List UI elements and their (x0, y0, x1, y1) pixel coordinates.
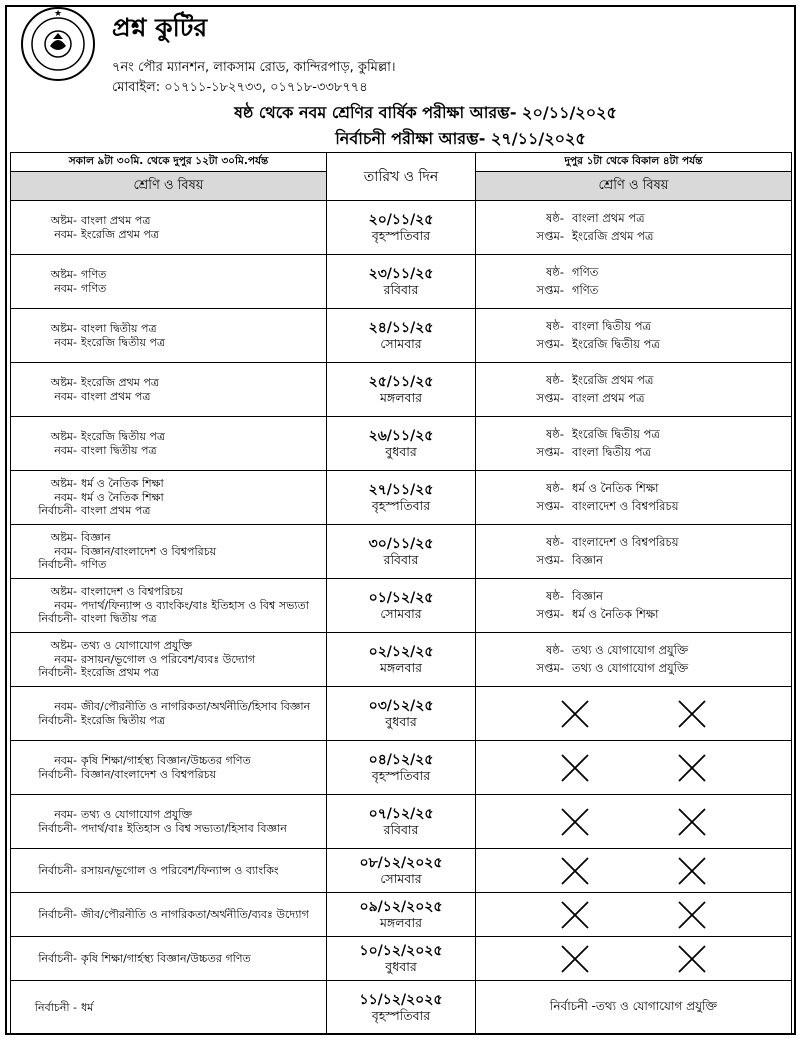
subject-line (476, 552, 791, 569)
exam-day: রবিবার (383, 552, 419, 568)
subject-name: বাংলা প্রথম পত্র (81, 213, 151, 227)
subject-line (15, 599, 326, 613)
subject-name: ধর্ম ও নৈতিক শিক্ষা (81, 490, 164, 504)
class-label: অষ্টম- (50, 321, 77, 335)
cross-mark-icon (677, 699, 707, 729)
date-day-cell (327, 201, 476, 255)
subject-name: বাংলা প্রথম পত্র (572, 390, 645, 405)
cross-mark-icon (677, 944, 707, 974)
exam-day: সোমবার (380, 871, 422, 887)
exam-day: সোমবার (380, 336, 422, 352)
afternoon-subjects-cell (476, 579, 792, 633)
class-label: সপ্তম- (536, 228, 564, 243)
subject-name: বাংলা দ্বিতীয় পত্র (81, 443, 157, 457)
subject-name: জীব/পৌরনীতি ও নাগরিকতা/অর্থনীতি/ব্যবঃ উদ্যোগ (81, 907, 309, 921)
class-label: নির্বাচনী- (38, 713, 77, 727)
exam-day: মঙ্গলবার (379, 660, 422, 676)
morning-subjects-cell (11, 309, 327, 363)
cross-mark-icon (560, 900, 590, 930)
morning-subjects-cell (11, 741, 327, 795)
morning-subjects-cell (11, 849, 327, 893)
class-label: অষ্টম- (50, 530, 77, 544)
exam-date: ২৩/১১/২৫ (368, 265, 434, 282)
afternoon-no-exam-cell (476, 687, 792, 741)
subject-name: গণিত (81, 558, 107, 572)
exam-date: ২০/১১/২৫ (368, 211, 434, 228)
subject-name: বাংলা প্রথম পত্র (81, 504, 151, 518)
subject-line (15, 908, 326, 922)
afternoon-time-header: দুপুর ১টা থেকে বিকাল ৪টা পর্যন্ত (476, 153, 792, 172)
institution-address: ৭নং পৌর ম্যানশন, লাকসাম রোড, কান্দিরপাড়, কুমিল্লা। (112, 60, 396, 75)
morning-subjects-cell (11, 201, 327, 255)
no-exam-marks (476, 699, 791, 729)
subject-line (15, 282, 326, 296)
subject-name: বিজ্ঞান/বাংলাদেশ ও বিশ্বপরিচয় (81, 767, 217, 781)
class-label: অষ্টম- (50, 429, 77, 443)
routine-row (11, 849, 792, 893)
class-label: নির্বাচনী- (38, 558, 77, 572)
subject-line (15, 477, 326, 491)
subject-name: ইংরেজি দ্বিতীয় পত্র (81, 335, 166, 349)
morning-subjects-cell (11, 633, 327, 687)
class-label: ষষ্ঠ- (546, 589, 564, 604)
subject-line (15, 214, 326, 228)
class-label: ষষ্ঠ- (546, 535, 564, 550)
routine-row (11, 981, 792, 1035)
date-day-cell (327, 363, 476, 417)
subject-line (15, 714, 326, 728)
cross-mark-icon (560, 856, 590, 886)
class-label: নবম- (54, 753, 77, 767)
class-label: অষ্টম- (50, 584, 77, 598)
exam-day: বুধবার (385, 959, 417, 975)
class-label: নবম- (54, 544, 77, 558)
exam-day: বৃহস্পতিবার (371, 228, 431, 244)
afternoon-no-exam-cell (476, 937, 792, 981)
exam-date: ১০/১২/২০২৫ (359, 942, 443, 959)
class-label: নির্বাচনী - (34, 1000, 77, 1014)
class-label: নবম- (54, 335, 77, 349)
subject-name: বিজ্ঞান/বাংলাদেশ ও বিশ্বপরিচয় (81, 544, 217, 558)
afternoon-subjects-cell (476, 417, 792, 471)
exam-date: ০১/১২/২৫ (368, 589, 434, 606)
subject-name: ধর্ম ও নৈতিক শিক্ষা (572, 481, 659, 496)
subject-line (15, 653, 326, 667)
date-day-cell (327, 471, 476, 525)
routine-row (11, 579, 792, 633)
subject-line (15, 666, 326, 680)
subject-name: বাংলাদেশ ও বিশ্বপরিচয় (572, 498, 679, 513)
subject-line (476, 588, 791, 605)
class-label: সপ্তম- (536, 336, 564, 351)
date-day-cell (327, 741, 476, 795)
subject-line (476, 372, 791, 389)
date-day-cell (327, 633, 476, 687)
cross-mark-icon (560, 944, 590, 974)
subject-line (15, 491, 326, 505)
class-label: ষষ্ঠ- (546, 427, 564, 442)
class-label: নবম- (54, 807, 77, 821)
cross-mark-icon (560, 753, 590, 783)
class-label: নির্বাচনী- (38, 504, 77, 518)
exam-day: বুধবার (385, 444, 417, 460)
subject-name: রসায়ন/ভূগোল ও পরিবেশ/ফিন্যান্স ও ব্যাংকিং (81, 863, 279, 877)
afternoon-subjects-cell (476, 255, 792, 309)
routine-row (11, 795, 792, 849)
exam-day: রবিবার (383, 822, 419, 838)
class-label: নবম- (54, 652, 77, 666)
subject-name: ইংরেজি প্রথম পত্র (81, 227, 159, 241)
morning-subjects-cell (11, 471, 327, 525)
morning-time-header: সকাল ৯টা ৩০মি. থেকে দুপুর ১২টা ৩০মি.পর্যন্ত (11, 153, 327, 172)
subject-name: বাংলা প্রথম পত্র (81, 389, 151, 403)
subject-line (476, 660, 791, 677)
left-class-subject-header: শ্রেণি ও বিষয় (11, 172, 327, 201)
morning-subjects-cell (11, 255, 327, 309)
subject-line (15, 952, 326, 966)
class-label: নবম- (54, 389, 77, 403)
class-label: সপ্তম- (536, 660, 564, 675)
subject-name: বিজ্ঞান (572, 552, 603, 567)
class-label: ষষ্ঠ- (546, 211, 564, 226)
subject-line (15, 864, 326, 878)
subject-name: কৃষি শিক্ষা/গার্হস্থ্য বিজ্ঞান/উচ্চতর গণিত (81, 951, 251, 965)
afternoon-subjects-cell: নির্বাচনী -তথ্য ও যোগাযোগ প্রযুক্তি (476, 981, 792, 1035)
routine-row (11, 893, 792, 937)
exam-date: ২৫/১১/২৫ (368, 373, 434, 390)
subject-name: বাংলা প্রথম পত্র (572, 211, 645, 226)
class-label: নবম- (54, 281, 77, 295)
subject-name: ইংরেজি প্রথম পত্র (81, 666, 159, 680)
institution-name: প্রশ্ন কুটির (112, 13, 208, 42)
exam-notice-annual: ষষ্ঠ থেকে নবম শ্রেণির বার্ষিক পরীক্ষা আরম্ভ- ২০/১১/২০২৫ (234, 103, 617, 122)
routine-row (11, 417, 792, 471)
class-label: নির্বাচনী- (38, 767, 77, 781)
exam-date: ০২/১২/২৫ (368, 643, 434, 660)
date-day-header: তারিখ ও দিন (327, 153, 476, 201)
class-label: সপ্তম- (536, 552, 564, 567)
morning-subjects-cell (11, 579, 327, 633)
exam-day: বৃহস্পতিবার (371, 768, 431, 784)
subject-line (476, 498, 791, 515)
subject-line (476, 444, 791, 461)
subject-line (15, 531, 326, 545)
date-day-cell (327, 309, 476, 363)
subject-line (15, 268, 326, 282)
exam-date: ০৭/১২/২৫ (368, 805, 434, 822)
afternoon-subjects-cell (476, 471, 792, 525)
routine-row (11, 471, 792, 525)
subject-name: ধর্ম ও নৈতিক শিক্ষা (572, 606, 659, 621)
morning-subjects-cell (11, 363, 327, 417)
exam-date: ২৬/১১/২৫ (368, 427, 434, 444)
cross-mark-icon (677, 753, 707, 783)
routine-row (11, 741, 792, 795)
subject-line (15, 504, 326, 518)
no-exam-marks (476, 856, 791, 886)
morning-subjects-cell (11, 417, 327, 471)
subject-line (476, 318, 791, 335)
subject-line (15, 639, 326, 653)
morning-subjects-cell (11, 687, 327, 741)
routine-row (11, 309, 792, 363)
subject-line (15, 1001, 326, 1015)
exam-date: ১১/১২/২০২৫ (359, 991, 443, 1008)
class-label: নবম- (54, 699, 77, 713)
subject-line (15, 754, 326, 768)
exam-day: বৃহস্পতিবার (371, 498, 431, 514)
institution-phone: মোবাইল: ০১৭১১-১৮২৭৩৩, ০১৭১৮-৩৩৮৭৭৪ (112, 80, 368, 95)
exam-day: মঙ্গলবার (379, 915, 422, 931)
class-label: নবম- (54, 227, 77, 241)
subject-line (15, 336, 326, 350)
subject-name: বাংলা দ্বিতীয় পত্র (81, 321, 157, 335)
subject-name: ইংরেজি দ্বিতীয় পত্র (81, 429, 166, 443)
date-day-cell (327, 255, 476, 309)
afternoon-no-exam-cell (476, 795, 792, 849)
class-label: নবম- (54, 490, 77, 504)
exam-day: বৃহস্পতিবার (371, 1008, 431, 1024)
subject-line (15, 768, 326, 782)
subject-line (15, 700, 326, 714)
date-day-cell (327, 525, 476, 579)
subject-name: জীব/পৌরনীতি ও নাগরিকতা/অর্থনীতি/হিসাব বিজ্ঞান (81, 699, 311, 713)
routine-row (11, 525, 792, 579)
exam-day: মঙ্গলবার (379, 390, 422, 406)
subject-name: ইংরেজি প্রথম পত্র (572, 373, 654, 388)
afternoon-subjects-cell (476, 309, 792, 363)
subject-name: বাংলা দ্বিতীয় পত্র (81, 612, 157, 626)
subject-line (15, 430, 326, 444)
subject-name: গণিত (572, 265, 599, 280)
class-label: নির্বাচনী- (38, 821, 77, 835)
no-exam-marks (476, 900, 791, 930)
afternoon-subjects-cell (476, 633, 792, 687)
cross-mark-icon (677, 900, 707, 930)
subject-name: বাংলাদেশ ও বিশ্বপরিচয় (81, 584, 183, 598)
afternoon-no-exam-cell (476, 849, 792, 893)
date-day-cell (327, 937, 476, 981)
subject-line (15, 822, 326, 836)
subject-name: গণিত (81, 267, 107, 281)
routine-body (11, 201, 792, 1035)
subject-name: ইংরেজি প্রথম পত্র (572, 228, 654, 243)
class-label: সপ্তম- (536, 444, 564, 459)
class-label: সপ্তম- (536, 282, 564, 297)
exam-day: বুধবার (385, 714, 417, 730)
subject-name: তথ্য ও যোগাযোগ প্রযুক্তি (572, 660, 689, 675)
subject-name: ইংরেজি দ্বিতীয় পত্র (572, 336, 660, 351)
subject-name: বাংলা দ্বিতীয় পত্র (572, 319, 651, 334)
afternoon-no-exam-cell (476, 893, 792, 937)
class-label: ষষ্ঠ- (546, 643, 564, 658)
afternoon-no-exam-cell (476, 741, 792, 795)
subject-name: গণিত (572, 282, 599, 297)
subject-line (476, 534, 791, 551)
class-label: ষষ্ঠ- (546, 319, 564, 334)
exam-date: ০৩/১২/২৫ (368, 697, 434, 714)
afternoon-subjects-cell (476, 201, 792, 255)
subject-line (476, 282, 791, 299)
subject-line (476, 480, 791, 497)
subject-line (476, 264, 791, 281)
class-label: অষ্টম- (50, 476, 77, 490)
morning-subjects-cell (11, 937, 327, 981)
exam-date: ০৯/১২/২০২৫ (359, 898, 443, 915)
subject-line (15, 585, 326, 599)
subject-name: তথ্য ও যোগাযোগ প্রযুক্তি (81, 807, 193, 821)
date-day-cell (327, 893, 476, 937)
right-class-subject-header: শ্রেণি ও বিষয় (476, 172, 792, 201)
subject-line (15, 444, 326, 458)
class-label: নির্বাচনী- (38, 666, 77, 680)
routine-row (11, 687, 792, 741)
subject-line (15, 390, 326, 404)
exam-notice-selection: নির্বাচনী পরীক্ষা আরম্ভ- ২৭/১১/২০২৫ (335, 129, 586, 148)
afternoon-subjects-cell (476, 363, 792, 417)
exam-date: ৩০/১১/২৫ (368, 535, 434, 552)
class-label: নবম- (54, 443, 77, 457)
routine-row (11, 937, 792, 981)
subject-name: রসায়ন/ভূগোল ও পরিবেশ/ব্যবঃ উদ্যোগ (81, 652, 256, 666)
class-label: সপ্তম- (536, 390, 564, 405)
subject-name: গণিত (81, 281, 107, 295)
morning-subjects-cell (11, 981, 327, 1035)
subject-line (476, 336, 791, 353)
class-label: নির্বাচনী- (38, 951, 77, 965)
class-label: নবম- (54, 598, 77, 612)
class-label: সপ্তম- (536, 498, 564, 513)
class-label: ষষ্ঠ- (546, 481, 564, 496)
routine-row (11, 255, 792, 309)
class-label: অষ্টম- (50, 375, 77, 389)
class-label: অষ্টম- (50, 267, 77, 281)
date-day-cell (327, 795, 476, 849)
subject-line (15, 228, 326, 242)
exam-date: ০৮/১২/২০২৫ (359, 854, 443, 871)
exam-date: ২৭/১১/২৫ (368, 481, 434, 498)
subject-name: পদার্থ/ফিন্যান্স ও ব্যাংকিং/বাঃ ইতিহাস ও বিশ্ব সভ্যতা (81, 598, 309, 612)
date-day-cell (327, 579, 476, 633)
subject-line (476, 642, 791, 659)
subject-line (15, 808, 326, 822)
subject-line (15, 376, 326, 390)
class-label: অষ্টম- (50, 213, 77, 227)
date-day-cell (327, 981, 476, 1035)
subject-line (15, 545, 326, 559)
no-exam-marks (476, 944, 791, 974)
class-label: নির্বাচনী- (38, 612, 77, 626)
no-exam-marks (476, 807, 791, 837)
exam-day: রবিবার (383, 282, 419, 298)
svg-text:★: ★ (53, 9, 63, 19)
subject-name: বিজ্ঞান (572, 589, 603, 604)
subject-name: ইংরেজি প্রথম পত্র (81, 375, 159, 389)
subject-line (476, 606, 791, 623)
subject-name: ইংরেজি দ্বিতীয় পত্র (572, 427, 660, 442)
subject-line (476, 426, 791, 443)
routine-row (11, 201, 792, 255)
exam-day: সোমবার (380, 606, 422, 622)
subject-line (476, 210, 791, 227)
subject-line (476, 228, 791, 245)
date-day-cell (327, 687, 476, 741)
no-exam-marks (476, 753, 791, 783)
class-label: নির্বাচনী- (38, 863, 77, 877)
subject-name: বাংলা দ্বিতীয় পত্র (572, 444, 651, 459)
class-label: ষষ্ঠ- (546, 373, 564, 388)
subject-line (15, 612, 326, 626)
subject-name: বিজ্ঞান (81, 530, 111, 544)
morning-subjects-cell (11, 795, 327, 849)
class-label: ষষ্ঠ- (546, 265, 564, 280)
cross-mark-icon (677, 856, 707, 886)
class-label: সপ্তম- (536, 606, 564, 621)
routine-row (11, 633, 792, 687)
subject-line (15, 558, 326, 572)
subject-line (15, 322, 326, 336)
routine-row (11, 363, 792, 417)
cross-mark-icon (677, 807, 707, 837)
subject-name: ধর্ম ও নৈতিক শিক্ষা (81, 476, 164, 490)
subject-name: তথ্য ও যোগাযোগ প্রযুক্তি (572, 643, 689, 658)
class-label: নির্বাচনী- (38, 907, 77, 921)
date-day-cell (327, 849, 476, 893)
institution-logo (20, 6, 96, 82)
date-day-cell (327, 417, 476, 471)
subject-name: ইংরেজি দ্বিতীয় পত্র (81, 713, 166, 727)
exam-routine-table (10, 152, 792, 1035)
subject-name: তথ্য ও যোগাযোগ প্রযুক্তি (81, 638, 193, 652)
cross-mark-icon (560, 807, 590, 837)
morning-subjects-cell (11, 525, 327, 579)
subject-name: ধর্ম (81, 1000, 94, 1014)
subject-name: কৃষি শিক্ষা/গার্হস্থ্য বিজ্ঞান/উচ্চতর গণিত (81, 753, 251, 767)
morning-subjects-cell (11, 893, 327, 937)
subject-line (476, 390, 791, 407)
subject-name: পদার্থ/বাঃ ইতিহাস ও বিশ্ব সভ্যতা/হিসাব বিজ্ঞান (81, 821, 287, 835)
cross-mark-icon (560, 699, 590, 729)
afternoon-subjects-cell (476, 525, 792, 579)
class-label: অষ্টম- (50, 638, 77, 652)
exam-date: ২৪/১১/২৫ (368, 319, 434, 336)
exam-date: ০৪/১২/২৫ (368, 751, 434, 768)
subject-name: বাংলাদেশ ও বিশ্বপরিচয় (572, 535, 679, 550)
